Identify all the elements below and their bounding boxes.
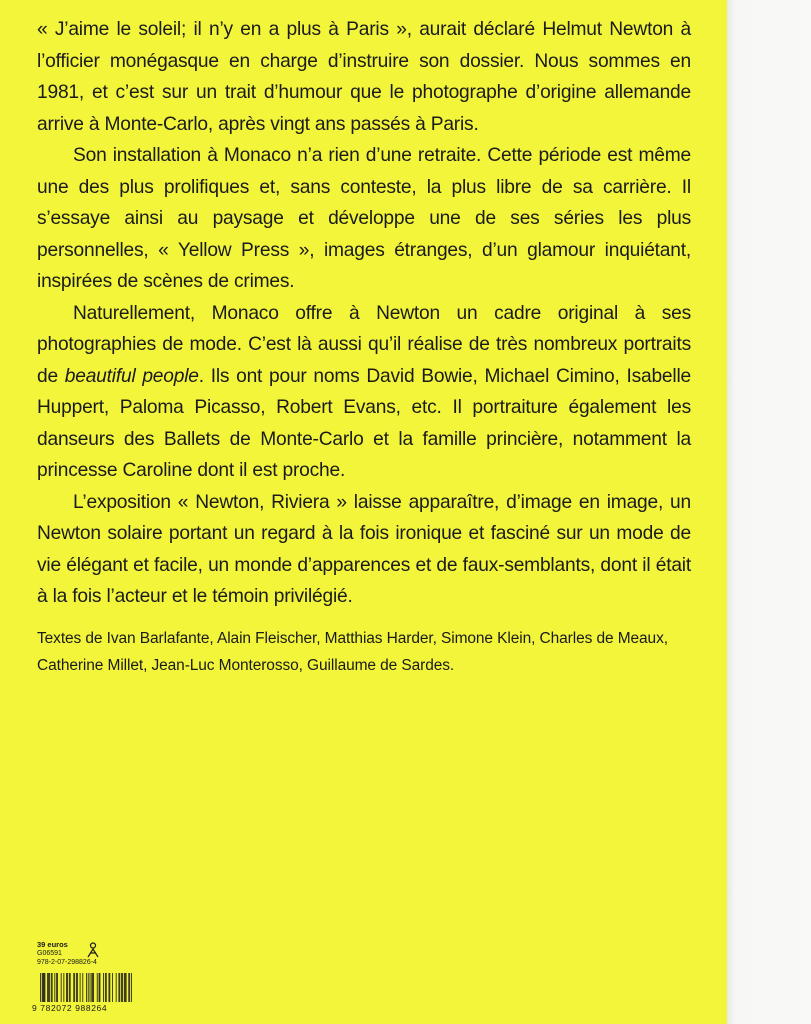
barcode-bar <box>92 973 93 1002</box>
ean-number: 9 782072 988264 <box>32 1003 108 1013</box>
blurb-text <box>37 14 691 613</box>
beautiful-people-italic: beautiful people <box>64 365 199 387</box>
barcode-bar <box>70 973 71 1002</box>
barcode-bar <box>125 973 126 1002</box>
barcode-bar <box>93 973 94 1002</box>
barcode-bar <box>88 973 89 1002</box>
barcode-bar <box>91 973 92 1002</box>
barcode-bar <box>45 973 46 1002</box>
barcode-bar <box>82 973 83 1002</box>
blurb-paragraph-3-start: Naturellement, Monaco offre à Newton un cadre original à ses photographies de mode. C’est là aussi qu’il réalise de très nombreux portraits de <box>37 302 691 387</box>
barcode-bar <box>77 973 78 1002</box>
barcode-bar <box>74 973 75 1002</box>
barcode-bar <box>52 973 53 1002</box>
barcode-bar <box>112 973 113 1002</box>
barcode-bar <box>48 973 49 1002</box>
barcode-bar <box>122 973 123 1002</box>
barcode-bar <box>80 973 81 1002</box>
barcode-bar <box>100 973 101 1002</box>
page-edge <box>727 0 811 1024</box>
barcode-bar <box>109 973 110 1002</box>
barcode-bar <box>47 973 48 1002</box>
blurb-paragraph-4: L’exposition « Newton, Riviera » laisse apparaître, d’image en image, un Newton solaire portant un regard à la fois ironique et fasciné sur un mode de vie élégant et facile, un monde d’apparences et de faux-semblants, dont il était à la fois l’acteur et le témoin privilégié. <box>37 491 691 607</box>
barcode-bar <box>116 973 117 1002</box>
authors-credits <box>37 625 697 679</box>
price-label: 39 euros <box>37 940 68 949</box>
barcode-bar <box>61 973 62 1002</box>
barcode-bar <box>76 973 77 1002</box>
barcode-bar <box>63 973 64 1002</box>
barcode-bar <box>99 973 100 1002</box>
barcode-bar <box>124 973 125 1002</box>
publisher-logo-icon <box>86 942 100 958</box>
barcode-bar <box>121 973 122 1002</box>
credits-text: Textes de Ivan Barlafante, Alain Fleischer, Matthias Harder, Simone Klein, Charles de Meaux, Catherine Millet, Jean-Luc Monterosso, Guillaume de Sardes. <box>37 630 668 674</box>
isbn-number: 978-2-07-298826-4 <box>37 959 97 966</box>
barcode-bar <box>109 973 110 1002</box>
barcode-bar <box>56 973 57 1002</box>
barcode-bar <box>90 973 91 1002</box>
barcode-bar <box>97 973 98 1002</box>
barcode-bar <box>119 973 120 1002</box>
barcode-bar <box>106 973 107 1002</box>
barcode-bar <box>42 973 43 1002</box>
barcode-bar <box>105 973 106 1002</box>
blurb-paragraph-3-end: . Ils ont pour noms David Bowie, Michael Cimino, Isabelle Huppert, Paloma Picasso, Robert Evans, etc. Il portraiture également les danseurs des Ballets de Monte-Carlo et la famille princière, notamment la princesse Caroline dont il est proche. <box>37 365 691 481</box>
barcode-bar <box>129 973 130 1002</box>
barcode-bar <box>128 973 129 1002</box>
barcode-bar <box>40 973 41 1002</box>
barcode <box>40 973 132 1002</box>
barcode-bar <box>43 973 44 1002</box>
barcode-bar <box>126 973 127 1002</box>
barcode-bar <box>103 973 104 1002</box>
barcode-bar <box>73 973 74 1002</box>
barcode-bar <box>49 973 50 1002</box>
barcode-bar <box>57 973 58 1002</box>
barcode-bar <box>51 973 52 1002</box>
barcode-bar <box>69 973 70 1002</box>
blurb-paragraph-2: Son installation à Monaco n’a rien d’une retraite. Cette période est même une des plus prolifiques et, sans conteste, la plus libre de sa carrière. Il s’essaye ainsi au paysage et développe une de ses séries les plus personnelles, « Yellow Press », images étranges, d’un glamour inquiétant, inspirées de scènes de crimes. <box>37 145 691 292</box>
barcode-bar <box>44 973 45 1002</box>
barcode-bar <box>86 973 87 1002</box>
barcode-bar <box>66 973 67 1002</box>
barcode-bar <box>131 973 132 1002</box>
barcode-bar <box>67 973 68 1002</box>
product-code: G06591 <box>37 950 62 957</box>
barcode-bar <box>118 973 119 1002</box>
blurb-paragraph-1: « J’aime le soleil; il n’y en a plus à Paris », aurait déclaré Helmut Newton à l’officier monégasque en charge d’instruire son dossier. Nous sommes en 1981, et c’est sur un trait d’humour que le photographe d’origine allemande arrive à Monte-Carlo, après vingt ans passés à Paris. <box>37 19 691 135</box>
barcode-bar <box>54 973 55 1002</box>
blurb-paragraph-3 <box>37 298 691 487</box>
